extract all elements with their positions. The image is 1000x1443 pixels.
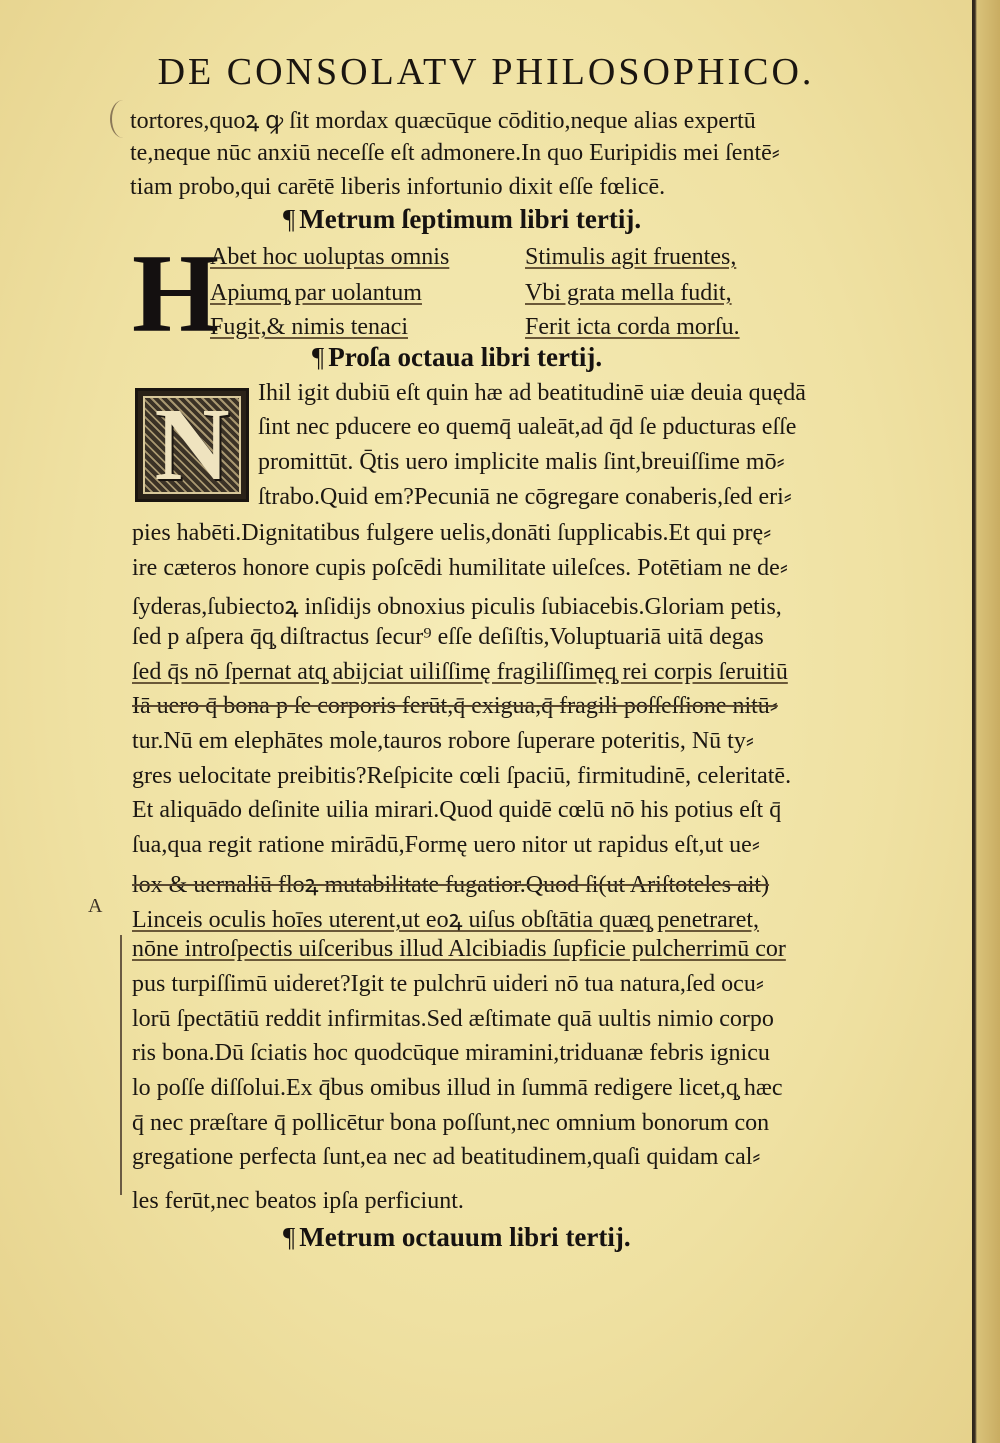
prose-line: ſyderas,ſubiectoꝝ inſidijs obnoxius piculis ſubiacebis.Gloriam petis, — [132, 594, 782, 620]
initial-letter: N — [154, 387, 230, 502]
pilcrow-icon: ¶ — [283, 1222, 296, 1252]
heading-text: Metrum ſeptimum libri tertij. — [299, 204, 642, 234]
prose-line: pies habēti.Dignitatibus fulgere uelis,donāti ſupplicabis.Et qui prę⸗ — [132, 520, 772, 546]
prose-line: tur.Nū em elephātes mole,tauros robore ſuperare poteritis, Nū ty⸗ — [132, 728, 754, 754]
verse-line: Stimulis agit fruentes, — [525, 244, 737, 270]
section-heading-metrum-8 — [283, 1222, 631, 1253]
prose-line: promittūt. Q̄tis uero implicite malis ſint,breuiſſime mō⸗ — [258, 449, 785, 475]
heading-text: Proſa octaua libri tertij. — [328, 342, 603, 372]
pilcrow-icon: ¶ — [283, 204, 296, 234]
prose-line: ris bona.Dū ſciatis hoc quodcūque miramini,triduanæ febris ignicu — [132, 1040, 770, 1066]
prose-line: lorū ſpectātiū reddit infirmitas.Sed æſtimate quā uultis nimio corpo — [132, 1006, 774, 1032]
verse-line: Ferit icta corda morſu. — [525, 314, 740, 340]
heading-text: Metrum octauum libri tertij. — [299, 1222, 631, 1252]
prose-line: lo poſſe diſſolui.Ex q̄bus omibus illud in ſummā redigere licet,q̧ hæc — [132, 1075, 783, 1101]
prose-line: ſua,qua regit ratione mirādū,Formę uero nitor ut rapidus eſt,ut ue⸗ — [132, 832, 760, 858]
verse-line: Vbi grata mella fudit, — [525, 280, 732, 306]
prose-line: Et aliquādo deſinite uilia mirari.Quod quidē cœlū nō his potius eſt q̄ — [132, 797, 782, 823]
prose-line: pus turpiſſimū uideret?Igit te pulchrū uideri nō tua natura,ſed ocu⸗ — [132, 971, 764, 997]
prose-line: te,neque nūc anxiū neceſſe eſt admonere.In quo Euripidis mei ſentē⸗ — [130, 140, 780, 166]
prose-line: Ihil igit dubiū eſt quin hæ ad beatitudinē uiæ deuia quędā — [258, 380, 806, 406]
prose-line: tiam probo,qui carētē liberis infortunio dixit eſſe fœlicē. — [130, 174, 666, 200]
verse-line: Apiumq̧ par uolantum — [210, 280, 422, 306]
prose-line: q̄ nec præſtare q̄ pollicētur bona poſſunt,nec omnium bonorum con — [132, 1110, 770, 1136]
prose-line: tortores,quoꝝ ꝙ ſit mordax quæcūque cōditio,neque alias expertū — [130, 108, 756, 134]
drop-initial-h: H — [132, 232, 220, 356]
prose-line: ſint nec pducere eo quemq̄ ualeāt,ad q̄d ſe pducturas eſſe — [258, 414, 797, 440]
prose-line: ſed q̄s nō ſpernat atq̧ abijciat uiliſſimę fragiliſſimęq̧ rei corpis ſeruitiū — [132, 659, 788, 685]
prose-line: gregatione perfecta ſunt,ea nec ad beatitudinem,quaſi quidam cal⸗ — [132, 1144, 761, 1170]
prose-line: ſed p aſpera q̄q̧ diſtractus ſecur⁹ eſſe deſiſtis,Voluptuariā uitā degas — [132, 624, 764, 650]
section-heading-metrum-7 — [283, 204, 641, 235]
prose-line: lox & uernaliū floꝝ mutabilitate fugatior.Quod ſi(ut Ariſtoteles ait) — [132, 872, 770, 898]
page-edge — [972, 0, 1000, 1443]
prose-line: ſtrabo.Quid em?Pecuniā ne cōgregare conaberis,ſed eri⸗ — [258, 484, 792, 510]
prose-line: nōne introſpectis uiſceribus illud Alcibiadis ſupficie pulcherrimū cor — [132, 936, 786, 962]
verse-line: Abet hoc uoluptas omnis — [210, 244, 450, 270]
prose-line: gres uelocitate preibitis?Reſpicite cœli ſpaciū, firmitudinē, celeritatē. — [132, 763, 792, 789]
prose-line: les ferūt,nec beatos ipſa perficiunt. — [132, 1188, 464, 1214]
section-heading-prosa-8 — [312, 342, 602, 373]
prose-line: Linceis oculis hoīes uterent,ut eoꝝ uiſus obſtātia quæq̧ penetraret, — [132, 907, 760, 933]
prose-line: Iā uero q̄ bona p ſe corporis ferūt,q̄ exigua,q̄ fragili poſſeſſione nitū⸗ — [132, 693, 778, 719]
margin-note: A — [88, 895, 103, 917]
decorated-initial-n — [135, 388, 249, 502]
pilcrow-icon: ¶ — [312, 342, 325, 372]
prose-line: ire cæteros honore cupis poſcēdi humilitate uileſces. Potētiam ne de⸗ — [132, 555, 788, 581]
verse-line: Fugit,& nimis tenaci — [210, 314, 408, 340]
running-head: DE CONSOLATV PHILOSOPHICO. — [157, 51, 815, 93]
margin-bracket — [120, 935, 132, 1195]
